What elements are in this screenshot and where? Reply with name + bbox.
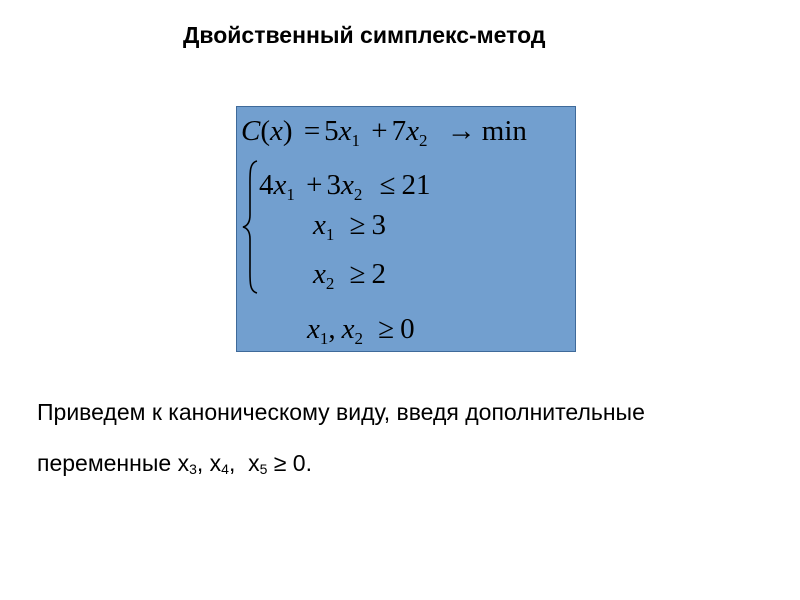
coef-1: 5 bbox=[324, 115, 339, 147]
subscript: 2 bbox=[354, 329, 363, 348]
coef: 4 bbox=[259, 169, 274, 201]
open-paren: ( bbox=[260, 115, 271, 147]
coef: 3 bbox=[326, 169, 341, 201]
var-x5: x bbox=[248, 450, 260, 476]
formula-box bbox=[236, 106, 576, 352]
relation-sign: ≥ bbox=[349, 258, 366, 290]
rhs-value: 21 bbox=[401, 169, 431, 201]
constraint-1 bbox=[259, 169, 431, 204]
rhs-value: 3 bbox=[371, 209, 387, 241]
paragraph-line-1: Приведем к каноническому виду, введя дополнительные bbox=[37, 399, 645, 425]
var-x3: x bbox=[177, 450, 190, 476]
var-x: x bbox=[313, 209, 326, 241]
subscript: 1 bbox=[325, 225, 335, 244]
var-x: x bbox=[273, 169, 287, 201]
var-x: x bbox=[313, 258, 326, 290]
plus-sign: + bbox=[306, 169, 323, 201]
var-x: x bbox=[406, 115, 420, 147]
nonnegativity-constraint bbox=[307, 313, 415, 348]
equals-sign: = bbox=[303, 115, 321, 147]
func-name: C bbox=[241, 115, 261, 147]
constraint-3 bbox=[313, 258, 387, 293]
plus-sign: + bbox=[371, 115, 388, 147]
subscript: 4 bbox=[221, 461, 229, 477]
objective-function bbox=[241, 115, 527, 150]
close-paren: ) bbox=[282, 115, 293, 147]
rhs-value: 0 bbox=[400, 313, 415, 345]
relation-sign: ≤ bbox=[379, 169, 396, 201]
var-x: x bbox=[338, 115, 352, 147]
constraint-2 bbox=[313, 209, 387, 244]
var-x: x bbox=[307, 313, 320, 345]
subscript: 1 bbox=[319, 329, 329, 348]
var-x: x bbox=[341, 313, 355, 345]
subscript: 1 bbox=[351, 131, 361, 150]
arrow-symbol: → bbox=[446, 115, 476, 147]
separator: , bbox=[228, 450, 249, 476]
subscript: 2 bbox=[419, 131, 428, 150]
goal-text: min bbox=[481, 115, 527, 147]
paragraph-line-2 bbox=[37, 450, 312, 477]
subscript: 5 bbox=[259, 461, 268, 477]
left-brace bbox=[241, 159, 261, 295]
func-arg: x bbox=[270, 115, 283, 147]
var-x: x bbox=[340, 169, 354, 201]
subscript: 3 bbox=[189, 461, 197, 477]
subscript: 1 bbox=[286, 185, 295, 204]
line-prefix: переменные bbox=[37, 450, 178, 476]
slide-title: Двойственный симплекс-метод bbox=[183, 22, 546, 48]
comma: , bbox=[328, 313, 336, 345]
relation-sign: ≥ bbox=[349, 209, 366, 241]
rhs-value: 2 bbox=[371, 258, 387, 290]
subscript: 2 bbox=[353, 185, 363, 204]
subscript: 2 bbox=[325, 274, 335, 293]
coef-2: 7 bbox=[391, 115, 407, 147]
line-tail: ≥ 0. bbox=[267, 450, 312, 476]
separator: , bbox=[196, 450, 210, 476]
relation-sign: ≥ bbox=[378, 313, 395, 345]
var-x4: x bbox=[209, 450, 222, 476]
